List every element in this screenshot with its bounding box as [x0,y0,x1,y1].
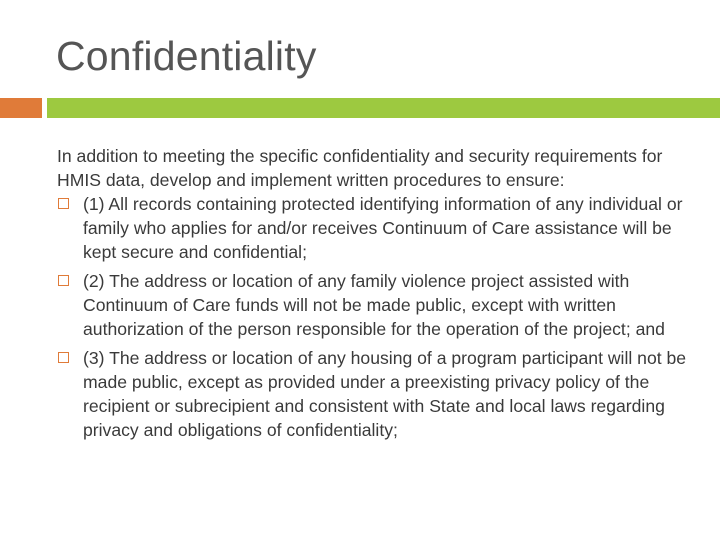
square-bullet-icon [58,275,69,286]
square-bullet-icon [58,198,69,209]
bullet-item-2 [57,269,697,341]
bullet-list [57,192,697,442]
bullet-item-1 [57,192,697,264]
bullet-item-3 [57,346,697,442]
title-divider-green [47,98,720,118]
slide-title: Confidentiality [56,33,317,79]
bullet-text-3: (3) The address or location of any housing of a program participant will not be made public, except as provided under a preexisting privacy policy of the recipient or subrecipient and consistent with State and local laws regarding privacy and obligations of confidentiality; [83,348,687,440]
square-bullet-icon [58,352,69,363]
bullet-text-1: (1) All records containing protected identifying information of any individual or family who applies for and/or receives Continuum of Care assistance will be kept secure and confidential; [83,194,683,262]
slide-body [57,144,697,447]
title-divider-orange [0,98,42,118]
bullet-text-2: (2) The address or location of any family violence project assisted with Continuum of Care funds will not be made public, except with written authorization of the person responsible for the operation of the project; and [83,271,665,339]
intro-paragraph: In addition to meeting the specific confidentiality and security requirements for HMIS data, develop and implement written procedures to ensure: [57,146,663,190]
